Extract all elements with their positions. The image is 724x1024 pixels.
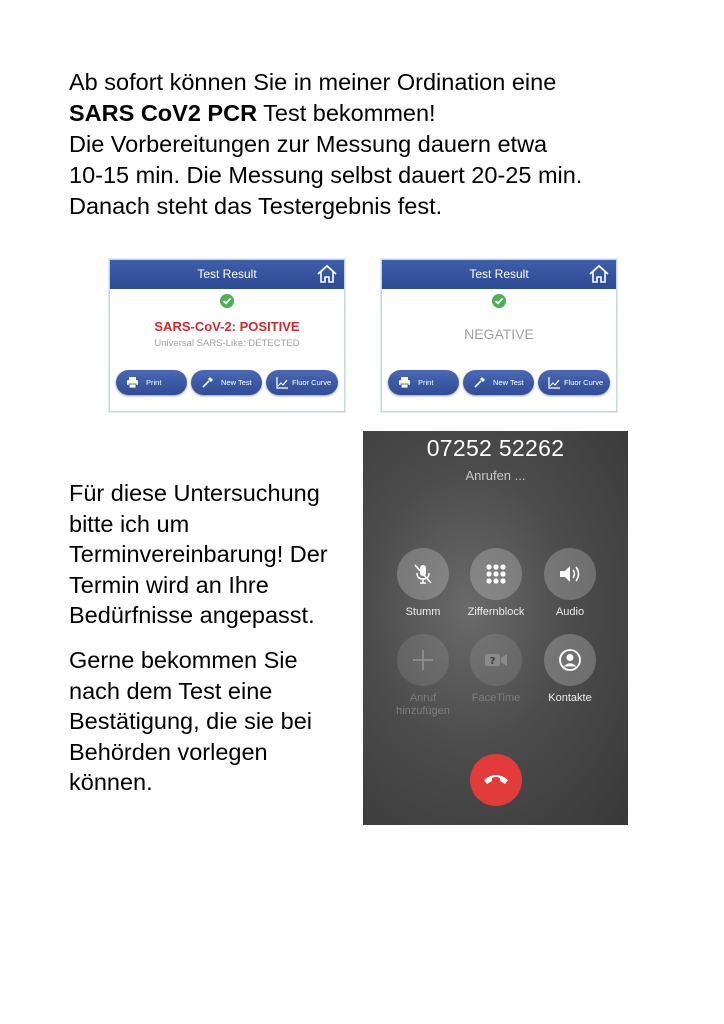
- para1-line: Termin wird an Ihre: [69, 571, 269, 598]
- home-icon[interactable]: [316, 264, 338, 284]
- pipette-icon: [201, 376, 214, 389]
- new-test-label: New Test: [221, 378, 252, 387]
- test-result-positive-card: [109, 259, 345, 412]
- contact-icon: [557, 647, 583, 673]
- para1-line: Bedürfnisse angepasst.: [69, 602, 315, 628]
- confirmation-paragraph: [69, 645, 359, 798]
- phone-number: 07252 52262: [426, 435, 565, 461]
- card-title: Test Result: [469, 267, 529, 281]
- result-negative-text: NEGATIVE: [464, 326, 534, 342]
- new-test-label: New Test: [493, 378, 524, 387]
- result-positive-text: SARS-CoV-2: POSITIVE: [154, 319, 300, 334]
- pipette-icon: [473, 376, 486, 389]
- chart-icon: [548, 376, 561, 389]
- para1-line: bitte ich um: [69, 510, 190, 537]
- hang-up-icon: [482, 770, 510, 790]
- card-button-row: [388, 370, 612, 395]
- add-call-button[interactable]: [388, 634, 458, 718]
- card-header: [382, 260, 616, 289]
- print-label: Print: [146, 378, 162, 387]
- facetime-icon: [483, 647, 509, 673]
- intro-line-1: Ab sofort können Sie in meiner Ordination eine: [69, 69, 557, 95]
- check-icon: [220, 294, 234, 308]
- result-sub-text: Universal SARS-Like: DETECTED: [154, 338, 300, 349]
- intro-line-2-rest: Test bekommen!: [257, 100, 436, 126]
- facetime-button[interactable]: [461, 634, 531, 705]
- home-icon[interactable]: [588, 264, 610, 284]
- contacts-label: Kontakte: [548, 692, 592, 704]
- appointment-paragraph: [69, 478, 359, 631]
- card-button-row: [116, 370, 340, 395]
- add-call-label-2: hinzufügen: [396, 705, 450, 717]
- print-button[interactable]: [388, 370, 459, 395]
- fluor-curve-label: Fluor Curve: [564, 378, 604, 387]
- fluor-curve-label: Fluor Curve: [292, 378, 332, 387]
- facetime-label: FaceTime: [471, 692, 521, 704]
- keypad-label: Ziffernblock: [467, 606, 525, 618]
- printer-icon: [126, 376, 139, 389]
- keypad-icon: [483, 561, 509, 587]
- fluor-curve-button[interactable]: [538, 370, 610, 395]
- para1-line: Für diese Untersuchung: [69, 480, 320, 506]
- new-test-button[interactable]: [463, 370, 534, 395]
- intro-line-5: Danach steht das Testergebnis fest.: [69, 193, 443, 219]
- add-call-label-1: Anruf: [409, 692, 437, 704]
- print-label: Print: [418, 378, 434, 387]
- chart-icon: [276, 376, 289, 389]
- test-result-negative-card: [381, 259, 617, 412]
- intro-text: [69, 67, 689, 222]
- new-test-button[interactable]: [191, 370, 262, 395]
- intro-line-4: 10-15 min. Die Messung selbst dauert 20-25 min.: [69, 162, 583, 188]
- para1-line: Terminvereinbarung! Der: [69, 541, 328, 567]
- test-name-bold: SARS CoV2 PCR: [69, 100, 258, 126]
- phone-call-screen: [363, 431, 628, 825]
- para2-line: Gerne bekommen Sie: [69, 647, 298, 673]
- para2-line: nach dem Test eine: [69, 677, 273, 704]
- mute-label: Stumm: [405, 606, 441, 618]
- keypad-button[interactable]: [461, 548, 531, 619]
- audio-button[interactable]: [535, 548, 605, 619]
- fluor-curve-button[interactable]: [266, 370, 338, 395]
- mute-button[interactable]: [388, 548, 458, 619]
- call-status: Anrufen ...: [465, 468, 526, 483]
- printer-icon: [398, 376, 411, 389]
- speaker-icon: [557, 561, 583, 587]
- print-button[interactable]: [116, 370, 187, 395]
- svg-text:?: ?: [489, 656, 496, 667]
- contacts-button[interactable]: [535, 634, 605, 705]
- end-call-button[interactable]: [470, 754, 522, 806]
- intro-line-3: Die Vorbereitungen zur Messung dauern etwa: [69, 131, 548, 157]
- para2-line: Behörden vorlegen: [69, 738, 268, 765]
- check-icon: [492, 294, 506, 308]
- intro-line-2: [69, 98, 689, 129]
- para2-line: Bestätigung, die sie bei: [69, 708, 312, 734]
- plus-icon: [410, 647, 436, 673]
- card-header: [110, 260, 344, 289]
- mic-off-icon: [410, 561, 436, 587]
- para2-line: können.: [69, 769, 153, 795]
- card-title: Test Result: [197, 267, 257, 281]
- audio-label: Audio: [555, 606, 585, 618]
